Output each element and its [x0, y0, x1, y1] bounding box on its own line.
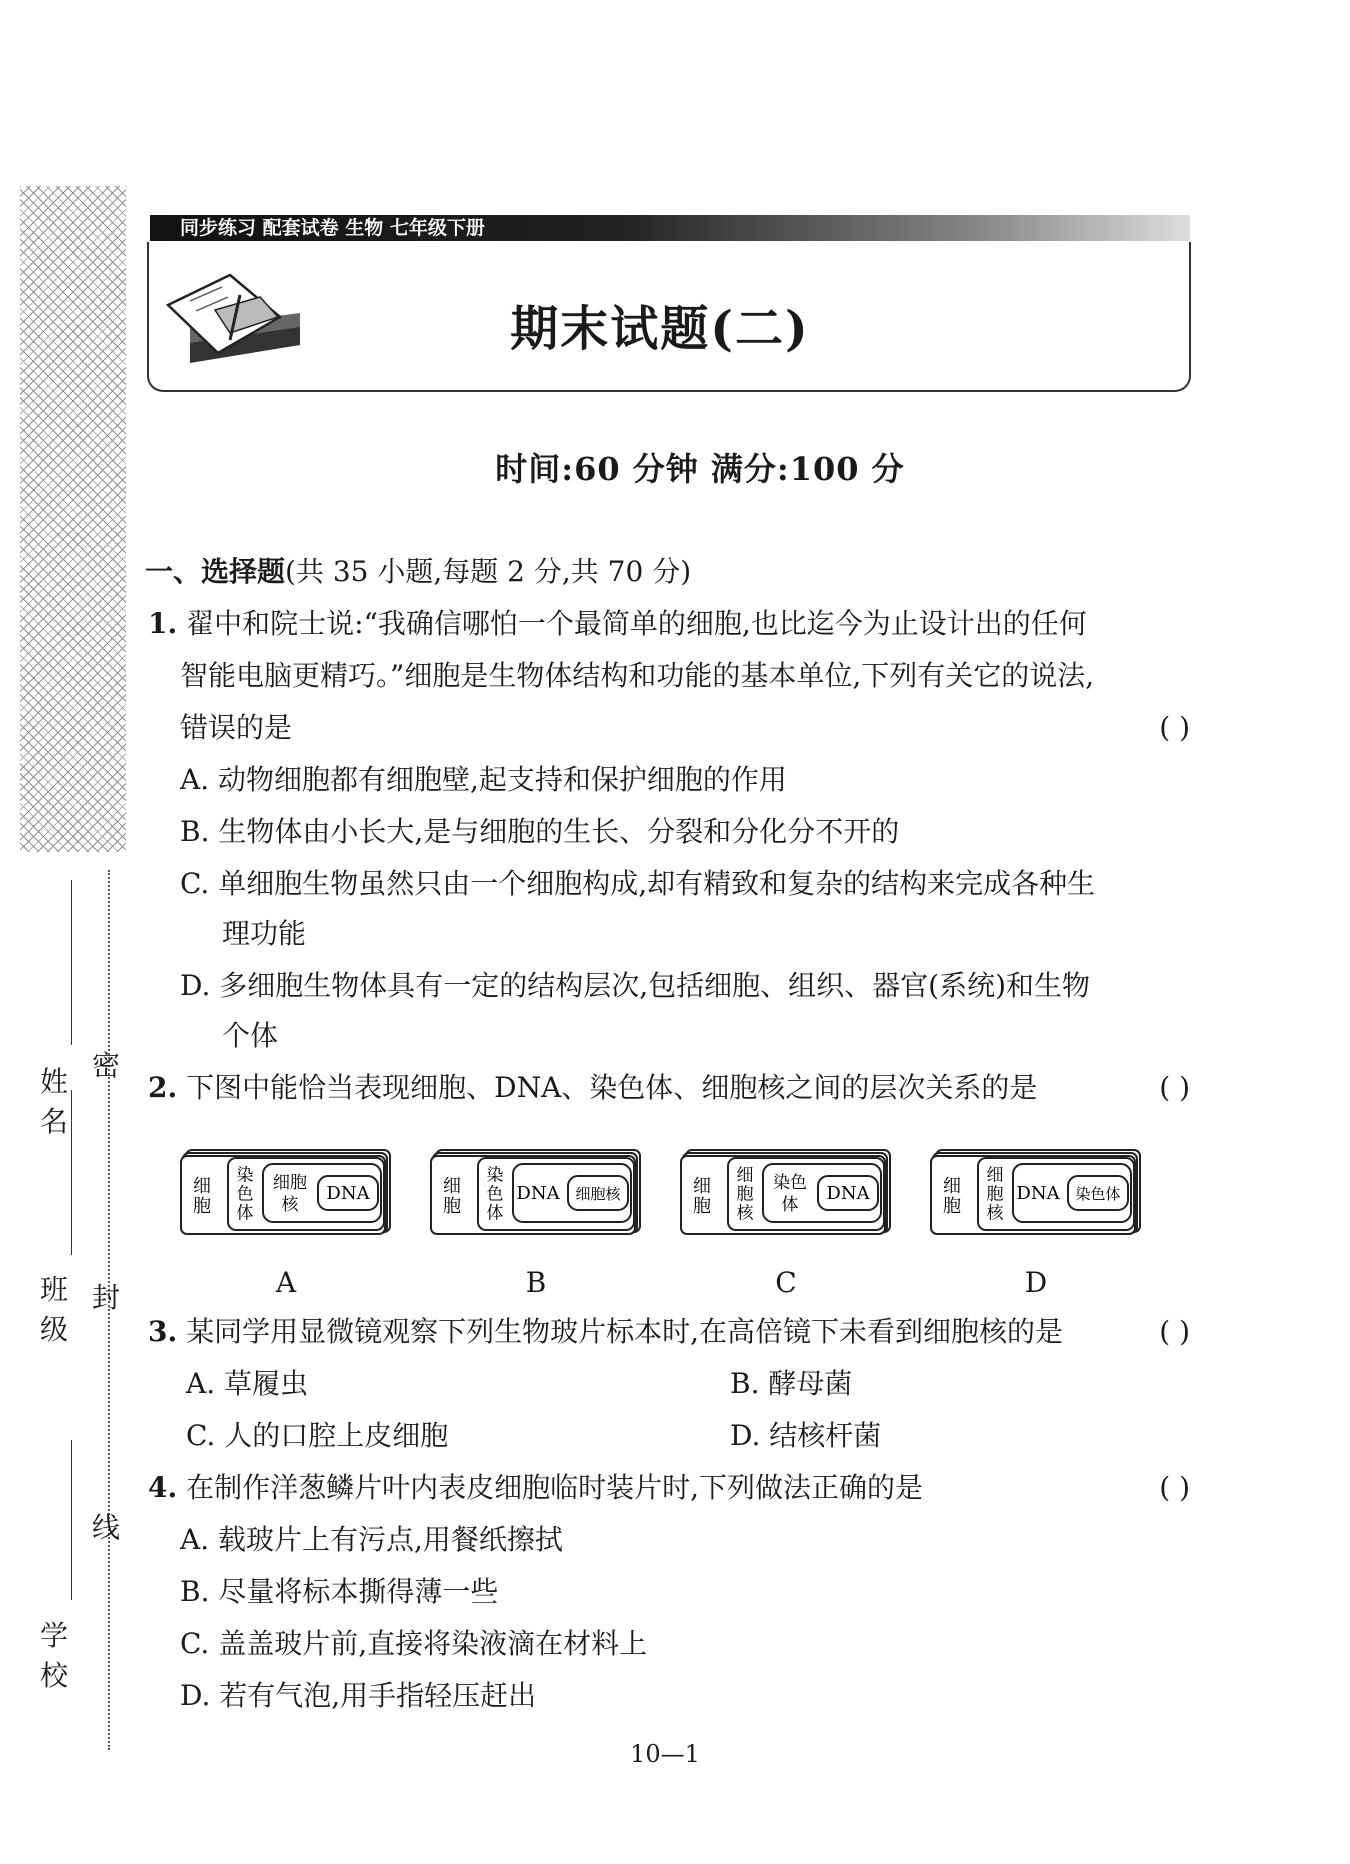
label-level-1: 细胞 — [443, 1176, 461, 1217]
q1-text-2: 智能电脑更精巧。”细胞是生物体结构和功能的基本单位,下列有关它的说法, — [180, 659, 1095, 692]
q1-text-3: 错误的是 — [180, 711, 293, 744]
seal-char-mi: 密 — [92, 1049, 121, 1082]
q4-line — [148, 1468, 923, 1508]
label-level-2: 细胞核 — [986, 1165, 1004, 1224]
q3-option-c: C. 人的口腔上皮细胞 — [186, 1419, 449, 1452]
q4-option-c: C. 盖盖玻片前,直接将染液滴在材料上 — [180, 1627, 648, 1660]
decorative-lattice — [20, 186, 126, 852]
label-level-3b: 核 — [281, 1195, 299, 1215]
seal-char-xian: 线 — [92, 1511, 121, 1544]
q3-option-d: D. 结核杆菌 — [730, 1419, 882, 1452]
page-title: 期末试题(二) — [510, 301, 810, 357]
seal-char-feng: 封 — [92, 1281, 121, 1314]
diagram-letter-c: C — [775, 1266, 797, 1299]
diagram-b — [430, 1148, 642, 1236]
q4-option-b: B. 尽量将标本撕得薄一些 — [180, 1575, 499, 1608]
q1-option-d-2: 个体 — [222, 1019, 279, 1052]
label-level-3: 细胞 — [273, 1173, 307, 1193]
q3-answer-blank: ( ) — [1159, 1315, 1190, 1348]
label-level-3: DNA — [516, 1183, 560, 1204]
q3-option-b: B. 酵母菌 — [730, 1367, 853, 1400]
book-icon — [160, 265, 310, 375]
section-title: 一、选择题 — [145, 555, 286, 588]
diagram-letter-b: B — [525, 1266, 547, 1299]
q3-option-a: A. 草履虫 — [186, 1367, 309, 1400]
q2-number: 2. — [148, 1071, 178, 1104]
q1-option-c-2: 理功能 — [222, 917, 307, 950]
diagram-letter-d: D — [1024, 1266, 1048, 1299]
label-level-3: DNA — [1016, 1183, 1060, 1204]
diagram-a — [180, 1148, 392, 1236]
q1-answer-blank: ( ) — [1159, 711, 1190, 744]
label-level-2: 细胞核 — [736, 1165, 754, 1224]
label-level-1: 细胞 — [943, 1176, 961, 1217]
label-level-1: 细胞 — [193, 1176, 211, 1217]
name-blank — [71, 880, 72, 1045]
label-level-3: 染色 — [773, 1173, 807, 1193]
diagram-letter-a: A — [275, 1266, 297, 1299]
diagram-c — [680, 1148, 892, 1236]
school-blank — [71, 1440, 72, 1600]
q4-number: 4. — [148, 1471, 178, 1504]
q3-line — [148, 1312, 1063, 1352]
q3-text: 某同学用显微镜观察下列生物玻片标本时,在高倍镜下未看到细胞核的是 — [186, 1315, 1064, 1348]
diagram-d — [930, 1148, 1142, 1236]
q2-answer-blank: ( ) — [1159, 1071, 1190, 1104]
q1-option-c-1: C. 单细胞生物虽然只由一个细胞构成,却有精致和复杂的结构来完成各种生 — [180, 867, 1096, 900]
q2-line — [148, 1068, 1037, 1108]
label-level-2: 染色体 — [486, 1165, 504, 1224]
label-level-4: DNA — [326, 1183, 370, 1204]
q4-option-a: A. 载玻片上有污点,用餐纸擦拭 — [180, 1523, 563, 1556]
section-heading — [145, 552, 691, 592]
label-level-4: 细胞核 — [575, 1185, 621, 1203]
school-label: 学校 — [39, 1619, 68, 1692]
q1-option-d-1: D. 多细胞生物体具有一定的结构层次,包括细胞、组织、器官(系统)和生物 — [180, 969, 1091, 1002]
q1-option-a: A. 动物细胞都有细胞壁,起支持和保护细胞的作用 — [180, 763, 787, 796]
label-level-4: 染色体 — [1075, 1185, 1121, 1203]
q4-answer-blank: ( ) — [1159, 1471, 1190, 1504]
page-number: 10—1 — [630, 1740, 700, 1768]
class-blank — [71, 1090, 72, 1255]
section-note: (共 35 小题,每题 2 分,共 70 分) — [285, 555, 692, 588]
label-level-1: 细胞 — [693, 1176, 711, 1217]
name-label: 姓名 — [39, 1065, 68, 1138]
q4-option-d: D. 若有气泡,用手指轻压赶出 — [180, 1679, 537, 1712]
q4-text: 在制作洋葱鳞片叶内表皮细胞临时装片时,下列做法正确的是 — [186, 1471, 924, 1504]
label-level-4: DNA — [826, 1183, 870, 1204]
q3-number: 3. — [148, 1315, 178, 1348]
exam-info: 时间:60 分钟 满分:100 分 — [495, 450, 905, 488]
label-level-3b: 体 — [781, 1195, 799, 1215]
q1-option-b: B. 生物体由小长大,是与细胞的生长、分裂和分化分不开的 — [180, 815, 900, 848]
series-text: 同步练习 配套试卷 生物 七年级下册 — [180, 217, 485, 239]
class-label: 班级 — [39, 1273, 68, 1346]
label-level-2: 染色体 — [236, 1165, 254, 1224]
series-banner — [150, 215, 1190, 241]
q2-text: 下图中能恰当表现细胞、DNA、染色体、细胞核之间的层次关系的是 — [186, 1071, 1038, 1104]
q1-line-1 — [148, 604, 1087, 644]
q1-number: 1. — [148, 607, 178, 640]
q1-text-1: 翟中和院士说:“我确信哪怕一个最简单的细胞,也比迄今为止设计出的任何 — [186, 607, 1087, 640]
